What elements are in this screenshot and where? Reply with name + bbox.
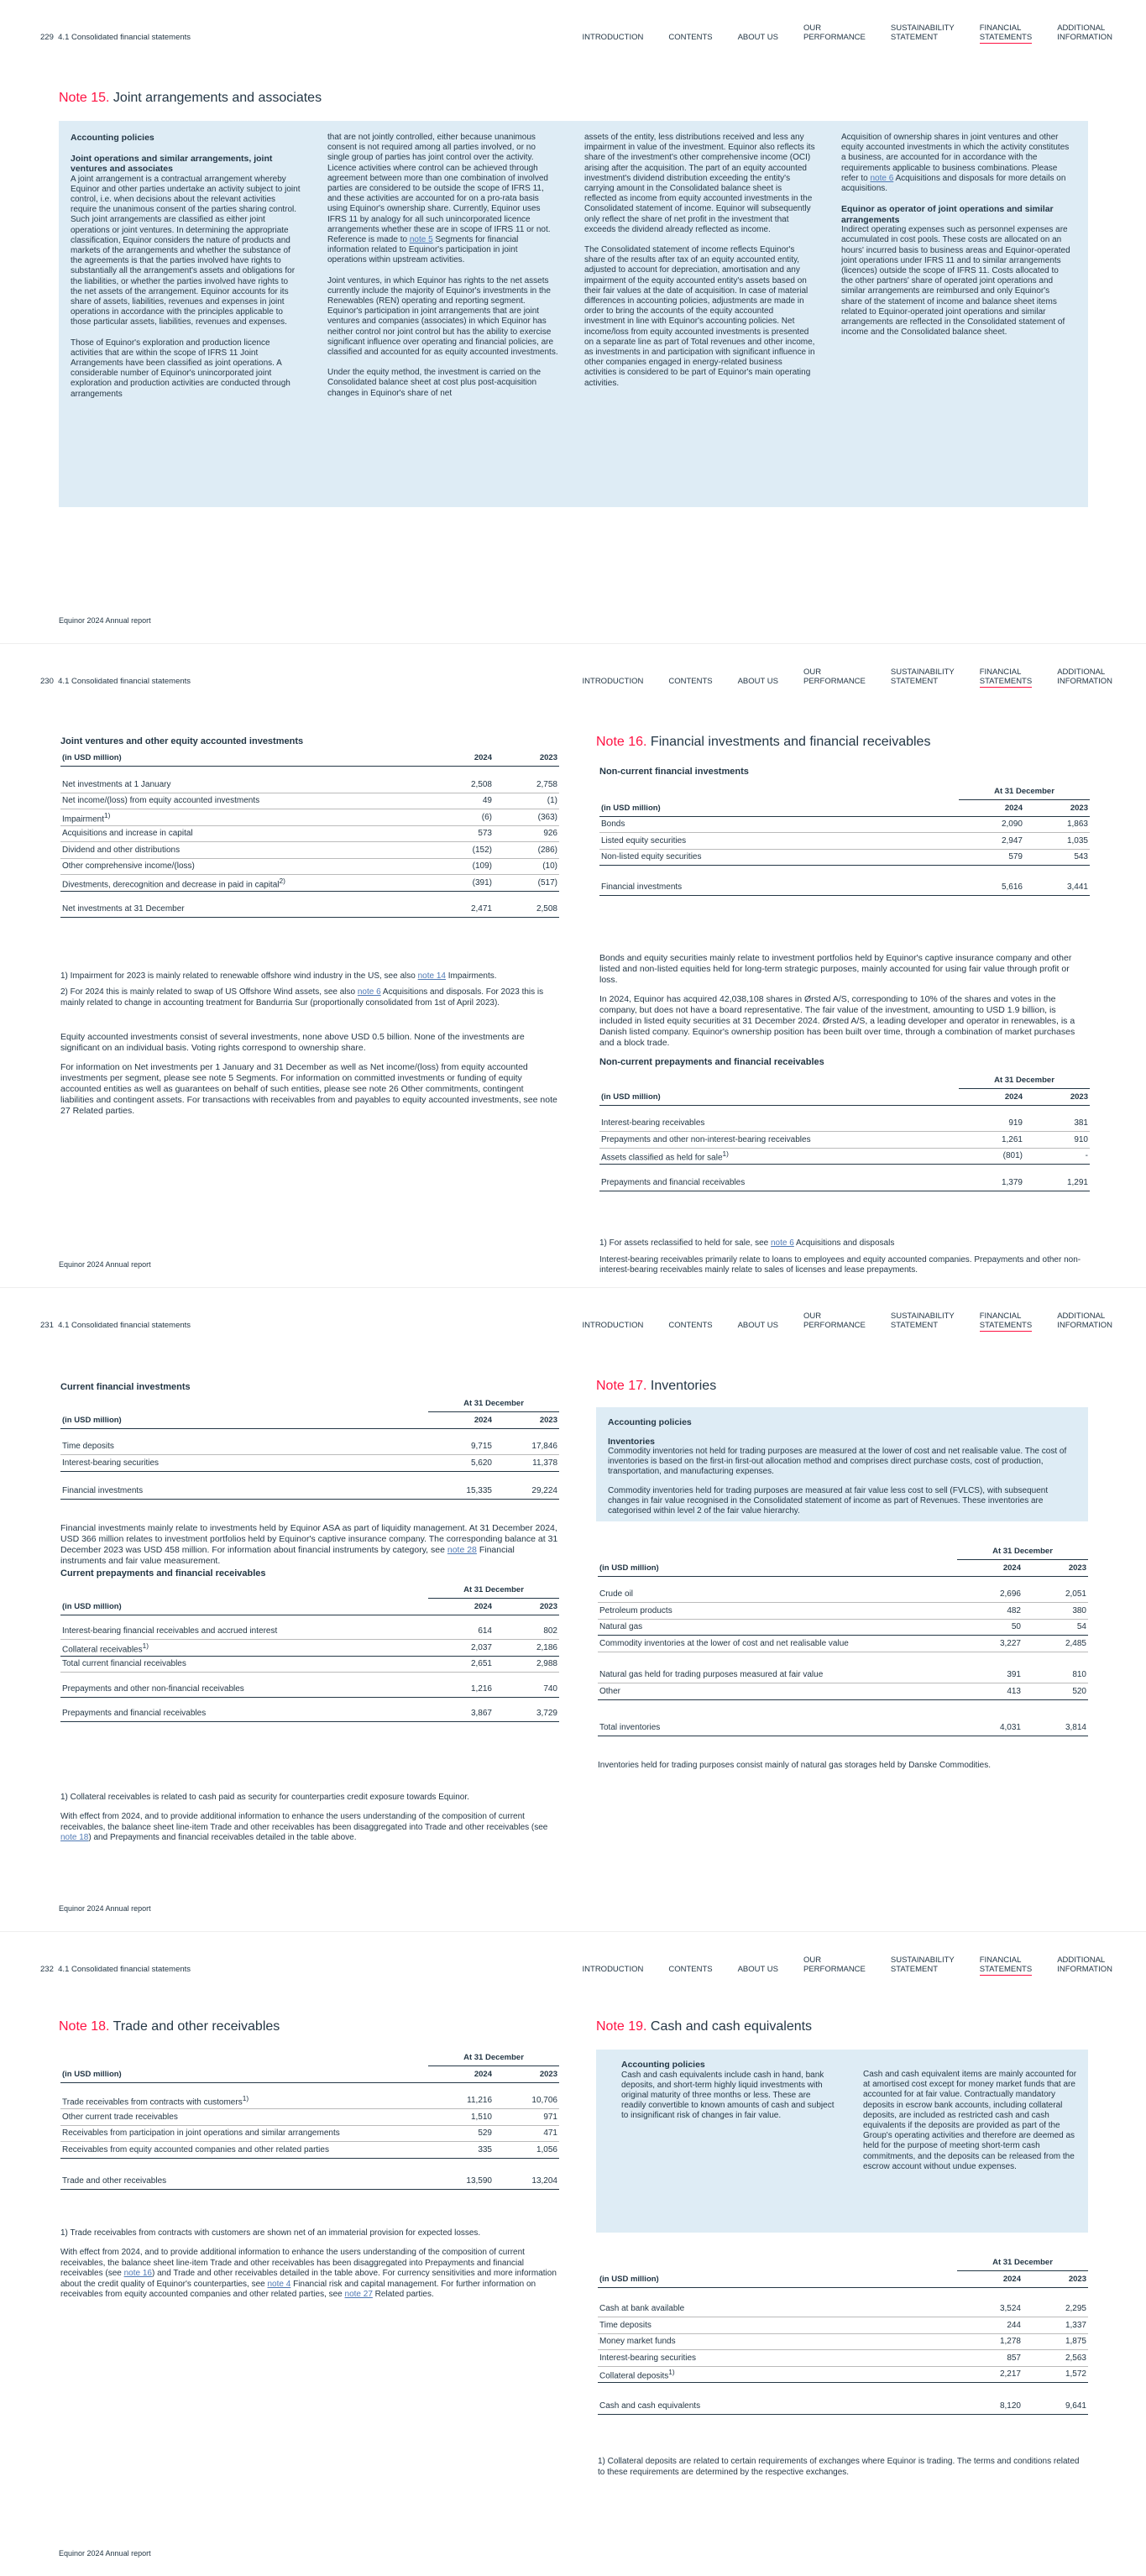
table-row: Receivables from equity accounted companies and other related parties 335 1,056 (60, 2142, 559, 2159)
table-row: Cash at bank available 3,524 2,295 (598, 2301, 1088, 2317)
nav-sustainability-statement[interactable]: SUSTAINABILITY STATEMENT (890, 1312, 955, 1330)
table-title: Non-current prepayments and financial receivables (599, 1057, 824, 1067)
table-row: Money market funds 1,278 1,875 (598, 2333, 1088, 2350)
nav-about-us[interactable]: ABOUT US (737, 1965, 778, 1974)
table-subtotal-row: Total current financial receivables 2,651 2,988 (60, 1656, 559, 1673)
table-total-row: Net investments at 31 December 2,471 2,508 (60, 901, 559, 918)
paragraph: Cash and cash equivalent items are mainly accounted for at amortised cost except for money market funds that are accounted for at fair value. Contractually mandatory deposits in escrow bank accounts, including collateral deposits, are included as restricted cash and cash equivalents if the deposits are provided as part of the Group's operating activities and therefore are deemed as held for the purpose of meeting short-term cash commitments, and the deposits can be released from the escrow account without undue expenses. (863, 2070, 1077, 2171)
nav-additional-information[interactable]: ADDITIONAL INFORMATION (1057, 668, 1112, 686)
table-row: Other current trade receivables 1,510 971 (60, 2109, 559, 2126)
nav-contents[interactable]: CONTENTS (668, 677, 713, 686)
page-header (40, 666, 1112, 691)
table-row: Impairment$^{1)}$ (6) (363) (60, 809, 559, 826)
table-row: Dividend and other distributions (152) (286) (60, 842, 559, 859)
note-link[interactable]: note 6 (870, 173, 894, 183)
footnote: 1) Trade receivables from contracts with customers are shown net of an immaterial provision for expected losses. (60, 2228, 481, 2238)
nav-additional-information[interactable]: ADDITIONAL INFORMATION (1057, 1956, 1112, 1974)
non-current-investments-table: At 31 December (in USD million) 2024 2023 Bonds 2,090 1,863 Listed equity securities 2,947 1,035 Non-listed equity securities 579 543 Financial investments 5,616 3,441 (599, 783, 1090, 896)
table-header: (in USD million) 2024 2023 (60, 2066, 559, 2083)
page-number: 231 4.1 Consolidated financial statements (40, 1321, 191, 1330)
note-link[interactable]: note 28 (447, 1545, 477, 1555)
nav-financial-statements[interactable]: FINANCIAL STATEMENTS (979, 24, 1033, 42)
table-row: Trade receivables from contracts with customers$^{1)}$ 11,216 10,706 (60, 2092, 559, 2109)
nav-our-performance[interactable]: OUR PERFORMANCE (803, 24, 866, 42)
cash-table: At 31 December (in USD million) 2024 2023 Cash at bank available 3,524 2,295 Time deposits 244 1,337 Money market funds 1,278 1,875 Interest-bearing securities 857 2,563 Collateral deposits$^{1)}$ 2,217 1,572 Cash and cash equivalents 8,120 9,641 (598, 2254, 1088, 2415)
page-header (40, 1310, 1112, 1335)
table-header: (in USD million) 2024 2023 (60, 1599, 559, 1615)
table-header: (in USD million) 2024 2023 (599, 1089, 1090, 1106)
note-link[interactable]: note 6 (770, 1238, 794, 1248)
nav-about-us[interactable]: ABOUT US (737, 677, 778, 686)
page-footer: Equinor 2024 Annual report (59, 1260, 151, 1269)
top-nav (583, 24, 1112, 44)
nav-sustainability-statement[interactable]: SUSTAINABILITY STATEMENT (890, 24, 955, 42)
table-row: Listed equity securities 2,947 1,035 (599, 833, 1090, 850)
paragraph: Under the equity method, the investment is carried on the Consolidated balance sheet at cost plus post-acquisition changes in Equinor's share of net (327, 368, 542, 398)
page-232 (0, 1932, 1146, 2576)
table-row: Bonds 2,090 1,863 (599, 816, 1090, 833)
note-link[interactable]: note 5 (409, 235, 433, 245)
footnote: Inventories held for trading purposes consist mainly of natural gas storages held by Danske Commodities. (598, 1761, 992, 1770)
table-total-row: Prepayments and financial receivables 3,867 3,729 (60, 1705, 559, 1722)
table-row: Time deposits 9,715 17,846 (60, 1438, 559, 1455)
table-row: Net investments at 1 January 2,508 2,758 (60, 777, 559, 793)
page-number: 229 4.1 Consolidated financial statements (40, 33, 191, 42)
table-header: (in USD million) 2024 2023 (60, 1412, 559, 1429)
page-footer: Equinor 2024 Annual report (59, 1904, 151, 1913)
table-total-row: Trade and other receivables 13,590 13,204 (60, 2173, 559, 2190)
table-row: Prepayments and other non-interest-bearing receivables 1,261 910 (599, 1132, 1090, 1149)
footnote: 1) Collateral deposits are related to certain requirements of exchanges where Equinor is trading. The terms and conditions related to these requirements are determined by the respective exchanges. (598, 2457, 1080, 2477)
page-230 (0, 644, 1146, 1288)
page-header (40, 1954, 1112, 1979)
nav-introduction[interactable]: INTRODUCTION (582, 677, 644, 686)
body-text: With effect from 2024, and to provide additional information to enhance the users understanding of the composition of current receivables, the balance sheet line-item Trade and other receivables has been disaggregated into Trade and other receivables (see note 18) and Prepayments and financial receivables detailed in the table above. (60, 1812, 548, 1842)
nav-our-performance[interactable]: OUR PERFORMANCE (803, 668, 866, 686)
table-row: Divestments, derecognition and decrease in paid in capital$^{2)}$ (391) (517) (60, 875, 559, 892)
nav-about-us[interactable]: ABOUT US (737, 33, 778, 42)
body-text: With effect from 2024, and to provide additional information to enhance the users understanding of the composition of current receivables, the balance sheet line-item Trade and other receivables has been disaggregated into Prepayments and financial receivables (see note 16) and Trade and other receivables detailed in the table above. For currency sensitivities and more information about the credit quality of Equinor's counterparties, see note 4 Financial risk and capital management. For further information on receivables from equity accounted companies and other related parties, see note 27 Related parties. (60, 2248, 557, 2299)
note-15-title: Note 15. Joint arrangements and associates (59, 91, 322, 105)
footnote: 1) For assets reclassified to held for sale, see note 6 Acquisitions and disposals (599, 1238, 895, 1248)
nav-additional-information[interactable]: ADDITIONAL INFORMATION (1057, 24, 1112, 42)
nav-introduction[interactable]: INTRODUCTION (582, 33, 644, 42)
nav-contents[interactable]: CONTENTS (668, 1321, 713, 1330)
trade-receivables-table: At 31 December (in USD million) 2024 2023 Trade receivables from contracts with customers$^{1)}$ 11,216 10,706 Other current trade receivables 1,510 971 Receivables from participation in joint operations and similar arrangements 529 471 Receivables from equity accounted companies and other related parties 335 1,056 Trade and other receivables 13,590 13,204 (60, 2050, 559, 2190)
table-row: Assets classified as held for sale$^{1)}$ (801) - (599, 1148, 1090, 1165)
table-title: Current financial investments (60, 1382, 191, 1392)
table-total-row: Financial investments 5,616 3,441 (599, 879, 1090, 896)
current-investments-table: At 31 December (in USD million) 2024 2023 Time deposits 9,715 17,846 Interest-bearing securities 5,620 11,378 Financial investments 15,335 29,224 (60, 1395, 559, 1500)
note-16-title: Note 16. Financial investments and financial receivables (596, 735, 931, 749)
table-row: Time deposits 244 1,337 (598, 2317, 1088, 2334)
paragraph: The Consolidated statement of income reflects Equinor's share of the results after tax of an equity accounted entity, adjusted to account for depreciation, amortisation and any impairment of the equity accounted entity's assets based on their fair values at the date of acquisition. In case of material differences in accounting policies, adjustments are made in order to bring the accounts of the equity accounted investment in line with Equinor's accounting policies. Net income/loss from equity accounted investments is presented on a separate line as part of Total revenues and other income, as investments in and participation with significant influence in other companies engaged in energy-related business activities is considered to be part of Equinor's main operating activities. (584, 245, 815, 388)
table-row: Other 413 520 (598, 1683, 1088, 1700)
table-header: (in USD million) 2024 2023 (598, 1560, 1088, 1577)
table-total-row: Prepayments and financial receivables 1,379 1,291 (599, 1175, 1090, 1191)
box-title: Accounting policies (608, 1417, 692, 1427)
body-text: Bonds and equity securities mainly relate to investment portfolios held by Equinor's captive insurance company and other listed and non-listed equities held for long-term strategic purposes, mainly accounted for using fair value through profit or loss. In 2024, Equinor has acquired 42,038,108 shares in Ørsted A/S, corresponding to 10% of the shares and votes in the company, but does not have a board representative. The fair value of the investment, amounting to USD 1.9 billion, is included in listed equity securities at 31 December 2024. Ørsted A/S, a leading developer and operator in renewables, is a Danish listed company. Equinor's ownership position has been built over time, through a combination of market purchases and a block trade. (599, 953, 1075, 1048)
box-title: Accounting policies (621, 2060, 705, 2070)
accounting-policies-box (59, 121, 1088, 507)
page-number: 232 4.1 Consolidated financial statements (40, 1965, 191, 1974)
section-heading: Inventories (608, 1436, 656, 1447)
accounting-policies-box (596, 1407, 1088, 1521)
paragraph: assets of the entity, less distributions received and less any impairment in value of the investment. Equinor also reflects its share of the investment's other comprehensive income (OCI) arising after the acquisition. The part of an equity accounted investment's dividend distribution exceeding the entity's carrying amount in the Consolidated balance sheet is reflected as income from equity accounted investments in the Consolidated statement of income. Equinor will subsequently only reflect the share of net profit in the investment that exceeds the dividend already reflected as income. (584, 133, 815, 234)
nav-additional-information[interactable]: ADDITIONAL INFORMATION (1057, 1312, 1112, 1330)
table-title: Non-current financial investments (599, 767, 749, 777)
table-row: Collateral deposits$^{1)}$ 2,217 1,572 (598, 2366, 1088, 2383)
top-nav (583, 1956, 1112, 1976)
table-row: Interest-bearing securities 5,620 11,378 (60, 1455, 559, 1472)
page-footer: Equinor 2024 Annual report (59, 616, 151, 625)
paragraph: Cash and cash equivalents include cash in hand, bank deposits, and short-term highly liquid investments with original maturity of three months or less. These are readily convertible to known amounts of cash and subject to insignificant risk of changes in fair value. (621, 2070, 835, 2121)
nav-about-us[interactable]: ABOUT US (737, 1321, 778, 1330)
section-heading: Joint operations and similar arrangements, joint ventures and associates (71, 153, 273, 174)
nav-financial-statements[interactable]: FINANCIAL STATEMENTS (979, 1956, 1033, 1974)
note-18-title: Note 18. Trade and other receivables (59, 2019, 280, 2034)
page-footer: Equinor 2024 Annual report (59, 2549, 151, 2558)
nav-introduction[interactable]: INTRODUCTION (582, 1321, 644, 1330)
table-title: Current prepayments and financial receivables (60, 1568, 266, 1579)
top-nav (583, 668, 1112, 688)
accounting-policies-box (596, 2050, 1088, 2233)
table-row: Net income/(loss) from equity accounted investments 49 (1) (60, 793, 559, 809)
table-row: Non-listed equity securities 579 543 (599, 849, 1090, 866)
footnote: 1) Collateral receivables is related to cash paid as security for counterparties credit exposure towards Equinor. (60, 1793, 469, 1802)
note-link[interactable]: note 6 (357, 987, 381, 997)
table-row: Interest-bearing receivables 919 381 (599, 1115, 1090, 1132)
table-subtotal-row: Commodity inventories at the lower of cost and net realisable value 3,227 2,485 (598, 1636, 1088, 1652)
paragraph: Commodity inventories held for trading purposes are measured at fair value less cost to sell (FVLCS), with subsequent changes in fair value recognised in the Consolidated statement of income as part of Revenues. These inventories are categorised within level 2 of the fair value hierarchy. (608, 1485, 1049, 1516)
table-row: Petroleum products 482 380 (598, 1603, 1088, 1620)
note-19-title: Note 19. Cash and cash equivalents (596, 2019, 813, 2034)
table-title: Joint ventures and other equity accounted investments (60, 736, 304, 746)
table-total-row: Financial investments 15,335 29,224 (60, 1483, 559, 1500)
table-row: Acquisitions and increase in capital 573 926 (60, 825, 559, 842)
non-current-prepayments-table: At 31 December (in USD million) 2024 2023 Interest-bearing receivables 919 381 Prepayments and other non-interest-bearing receivables 1,261 910 Assets classified as held for sale$^{1)}$ (801) - Prepayments and financial receivables 1,379 1,291 (599, 1072, 1090, 1191)
table-total-row: Total inventories 4,031 3,814 (598, 1720, 1088, 1736)
table-row: Receivables from participation in joint operations and similar arrangements 529 471 (60, 2125, 559, 2142)
nav-our-performance[interactable]: OUR PERFORMANCE (803, 1956, 866, 1974)
table-row: Interest-bearing securities 857 2,563 (598, 2350, 1088, 2367)
note-link[interactable]: note 16 (123, 2269, 152, 2278)
body-text: Equity accounted investments consist of several investments, none above USD 0.5 billion. None of the investments are significant on an individual basis. Voting rights correspond to ownership share. For information on Net investments per 1 January and 31 December as well as Net income/(loss) from equity accounted investments per segment, please see note 5 Segments. For information on committed investments or funding of equity accounted entities as well as guarantees on behalf of such entities, please see note 26 Other commitments, contingent liabilities and contingent assets. For transactions with receivables from and payables to equity accounted investments, see note 27 Related parties. (60, 1032, 557, 1116)
body-text: Financial investments mainly relate to investments held by Equinor ASA as part of liquidity management. At 31 December 2024, USD 366 million relates to investment portfolios held by Equinor's captive insurance company. The corresponding balance at 31 December 2023 was USD 458 million. For information about financial instruments by category, see note 28 Financial instruments and fair value measurement. (60, 1523, 558, 1566)
table-header: (in USD million) 2024 2023 (60, 750, 559, 767)
table-row: Other comprehensive income/(loss) (109) (10) (60, 858, 559, 875)
nav-introduction[interactable]: INTRODUCTION (582, 1965, 644, 1974)
footnote: 1) Impairment for 2023 is mainly related to renewable offshore wind industry in the US, see also note 14 Impairments. 2) For 2024 this is mainly related to swap of US Offshore Wind assets, see also note 6 Acquisitions and disposals. For 2023 this is mainly related to change in accounting treatment for Bandurria Sur (proportionally consolidated from 1st of April 2023). (60, 971, 544, 1008)
page-header (40, 22, 1112, 47)
paragraph: Indirect operating expenses such as personnel expenses are accumulated in cost pools. These costs are allocated on an hours' incurred basis to business areas and Equinor-operated joint operations under IFRS 11 and to similar arrangements (licences) outside the scope of IFRS 11. Costs allocated to the other partners' share of operated joint operations and similar arrangements are reimbursed and only Equinor's share of the statement of income and balance sheet items related to Equinor-operated joint operations and similar arrangements are reflected in the Consolidated statement of income and the Consolidated balance sheet. (841, 225, 1070, 338)
nav-contents[interactable]: CONTENTS (668, 1965, 713, 1974)
paragraph: Commodity inventories not held for trading purposes are measured at the lower of cost and net realisable value. The cost of inventories is based on the first-in first-out allocation method and comprises direct purchase costs, cost of production, transportation, and manufacturing expenses. (608, 1447, 1067, 1477)
table-row: Crude oil 2,696 2,051 (598, 1586, 1088, 1603)
paragraph: Acquisition of ownership shares in joint ventures and other equity accounted investments in which the activity constitutes a business, are accounted for in accordance with the requirements applicable to business combinations. Please refer to note 6 Acquisitions and disposals for more details on acquisitions. (841, 133, 1070, 194)
table-row: Natural gas held for trading purposes measured at fair value 391 810 (598, 1667, 1088, 1683)
note-link[interactable]: note 27 (344, 2290, 373, 2299)
equity-investments-table (60, 750, 559, 918)
paragraph: that are not jointly controlled, either because unanimous consent is not required among all parties involved, or no single group of parties has joint control over the activity. Licence activities where control can be achieved through agreement between more than one combination of involved parties are considered to be outside the scope of IFRS 11, and these activities are accounted for on a pro-rata basis using Equinor's ownership share. Currently, Equinor uses IFRS 11 by analogy for all such unincorporated licence arrangements whether these are in scope of IFRS 11 or not. Reference is made to note 5 Segments for financial information related to Equinor's participation in joint operations within upstream activities. (327, 133, 551, 265)
table-header: (in USD million) 2024 2023 (598, 2271, 1088, 2288)
nav-financial-statements[interactable]: FINANCIAL STATEMENTS (979, 668, 1033, 686)
nav-contents[interactable]: CONTENTS (668, 33, 713, 42)
note-17-title: Note 17. Inventories (596, 1379, 717, 1393)
table-row: Natural gas 50 54 (598, 1619, 1088, 1636)
body-text: Interest-bearing receivables primarily relate to loans to employees and equity accounted companies. Prepayments and other non-interest-bearing receivables mainly relate to sales of licenses and lease prepayments. (599, 1255, 1081, 1275)
table-row: Interest-bearing financial receivables and accrued interest 614 802 (60, 1623, 559, 1640)
section-heading: Equinor as operator of joint operations and similar arrangements (841, 204, 1054, 225)
page-number: 230 4.1 Consolidated financial statements (40, 677, 191, 686)
nav-sustainability-statement[interactable]: SUSTAINABILITY STATEMENT (890, 668, 955, 686)
note-link[interactable]: note 4 (267, 2279, 291, 2289)
page-229 (0, 0, 1146, 644)
table-header: (in USD million) 2024 2023 (599, 800, 1090, 817)
paragraph: Those of Equinor's exploration and production licence activities that are within the scope of IFRS 11 Joint Arrangements have been classified as joint operations. A considerable number of Equinor's unincorporated joint exploration and production activities are conducted through arrangements (71, 338, 290, 399)
top-nav (583, 1312, 1112, 1332)
nav-our-performance[interactable]: OUR PERFORMANCE (803, 1312, 866, 1330)
box-title: Accounting policies (71, 133, 154, 143)
table-row: Prepayments and other non-financial receivables 1,216 740 (60, 1681, 559, 1698)
table-total-row: Cash and cash equivalents 8,120 9,641 (598, 2398, 1088, 2415)
page-231 (0, 1288, 1146, 1932)
paragraph: Joint ventures, in which Equinor has rights to the net assets currently include the majority of Equinor's investments in the Renewables (REN) operating and reporting segment. Equinor's participation in joint arrangements that are joint ventures and companies (associates) in which Equinor has neither control nor joint control but has the ability to exercise significant influence over operating and financial policies, are classified and accounted for as equity accounted investments. (327, 275, 558, 358)
note-link[interactable]: note 18 (60, 1833, 89, 1842)
nav-sustainability-statement[interactable]: SUSTAINABILITY STATEMENT (890, 1956, 955, 1974)
note-link[interactable]: note 14 (417, 971, 446, 981)
nav-financial-statements[interactable]: FINANCIAL STATEMENTS (979, 1312, 1033, 1330)
current-prepayments-table: At 31 December (in USD million) 2024 2023 Interest-bearing financial receivables and accrued interest 614 802 Collateral receivables$^{1)}$ 2,037 2,186 Total current financial receivables 2,651 2,988 Prepayments and other non-financial receivables 1,216 740 Prepayments and financial receivables 3,867 3,729 (60, 1582, 559, 1722)
table-row: Collateral receivables$^{1)}$ 2,037 2,186 (60, 1640, 559, 1657)
inventories-table: At 31 December (in USD million) 2024 2023 Crude oil 2,696 2,051 Petroleum products 482 380 Natural gas 50 54 Commodity inventories at the lower of cost and net realisable value 3,227 2,485 Natural gas held for trading purposes measured at fair value 391 810 Other 413 520 Total inventories 4,031 3,814 (598, 1543, 1088, 1736)
paragraph: A joint arrangement is a contractual arrangement whereby Equinor and other parties undertake an activity subject to joint control, i.e. when decisions about the relevant activities require the unanimous consent of the parties sharing control. Such joint arrangements are classified as either joint operations or joint ventures. In determining the appropriate classification, Equinor considers the nature of products and markets of the arrangements and whether the substance of the agreements is that the parties involved have rights to substantially all the arrangement's assets and obligations for the liabilities, or whether the parties involved have rights to the net assets of the arrangement. Equinor accounts for its share of assets, liabilities, revenues and expenses in joint operations in accordance with the principles applicable to those particular assets, liabilities, revenues and expenses. (71, 174, 301, 327)
